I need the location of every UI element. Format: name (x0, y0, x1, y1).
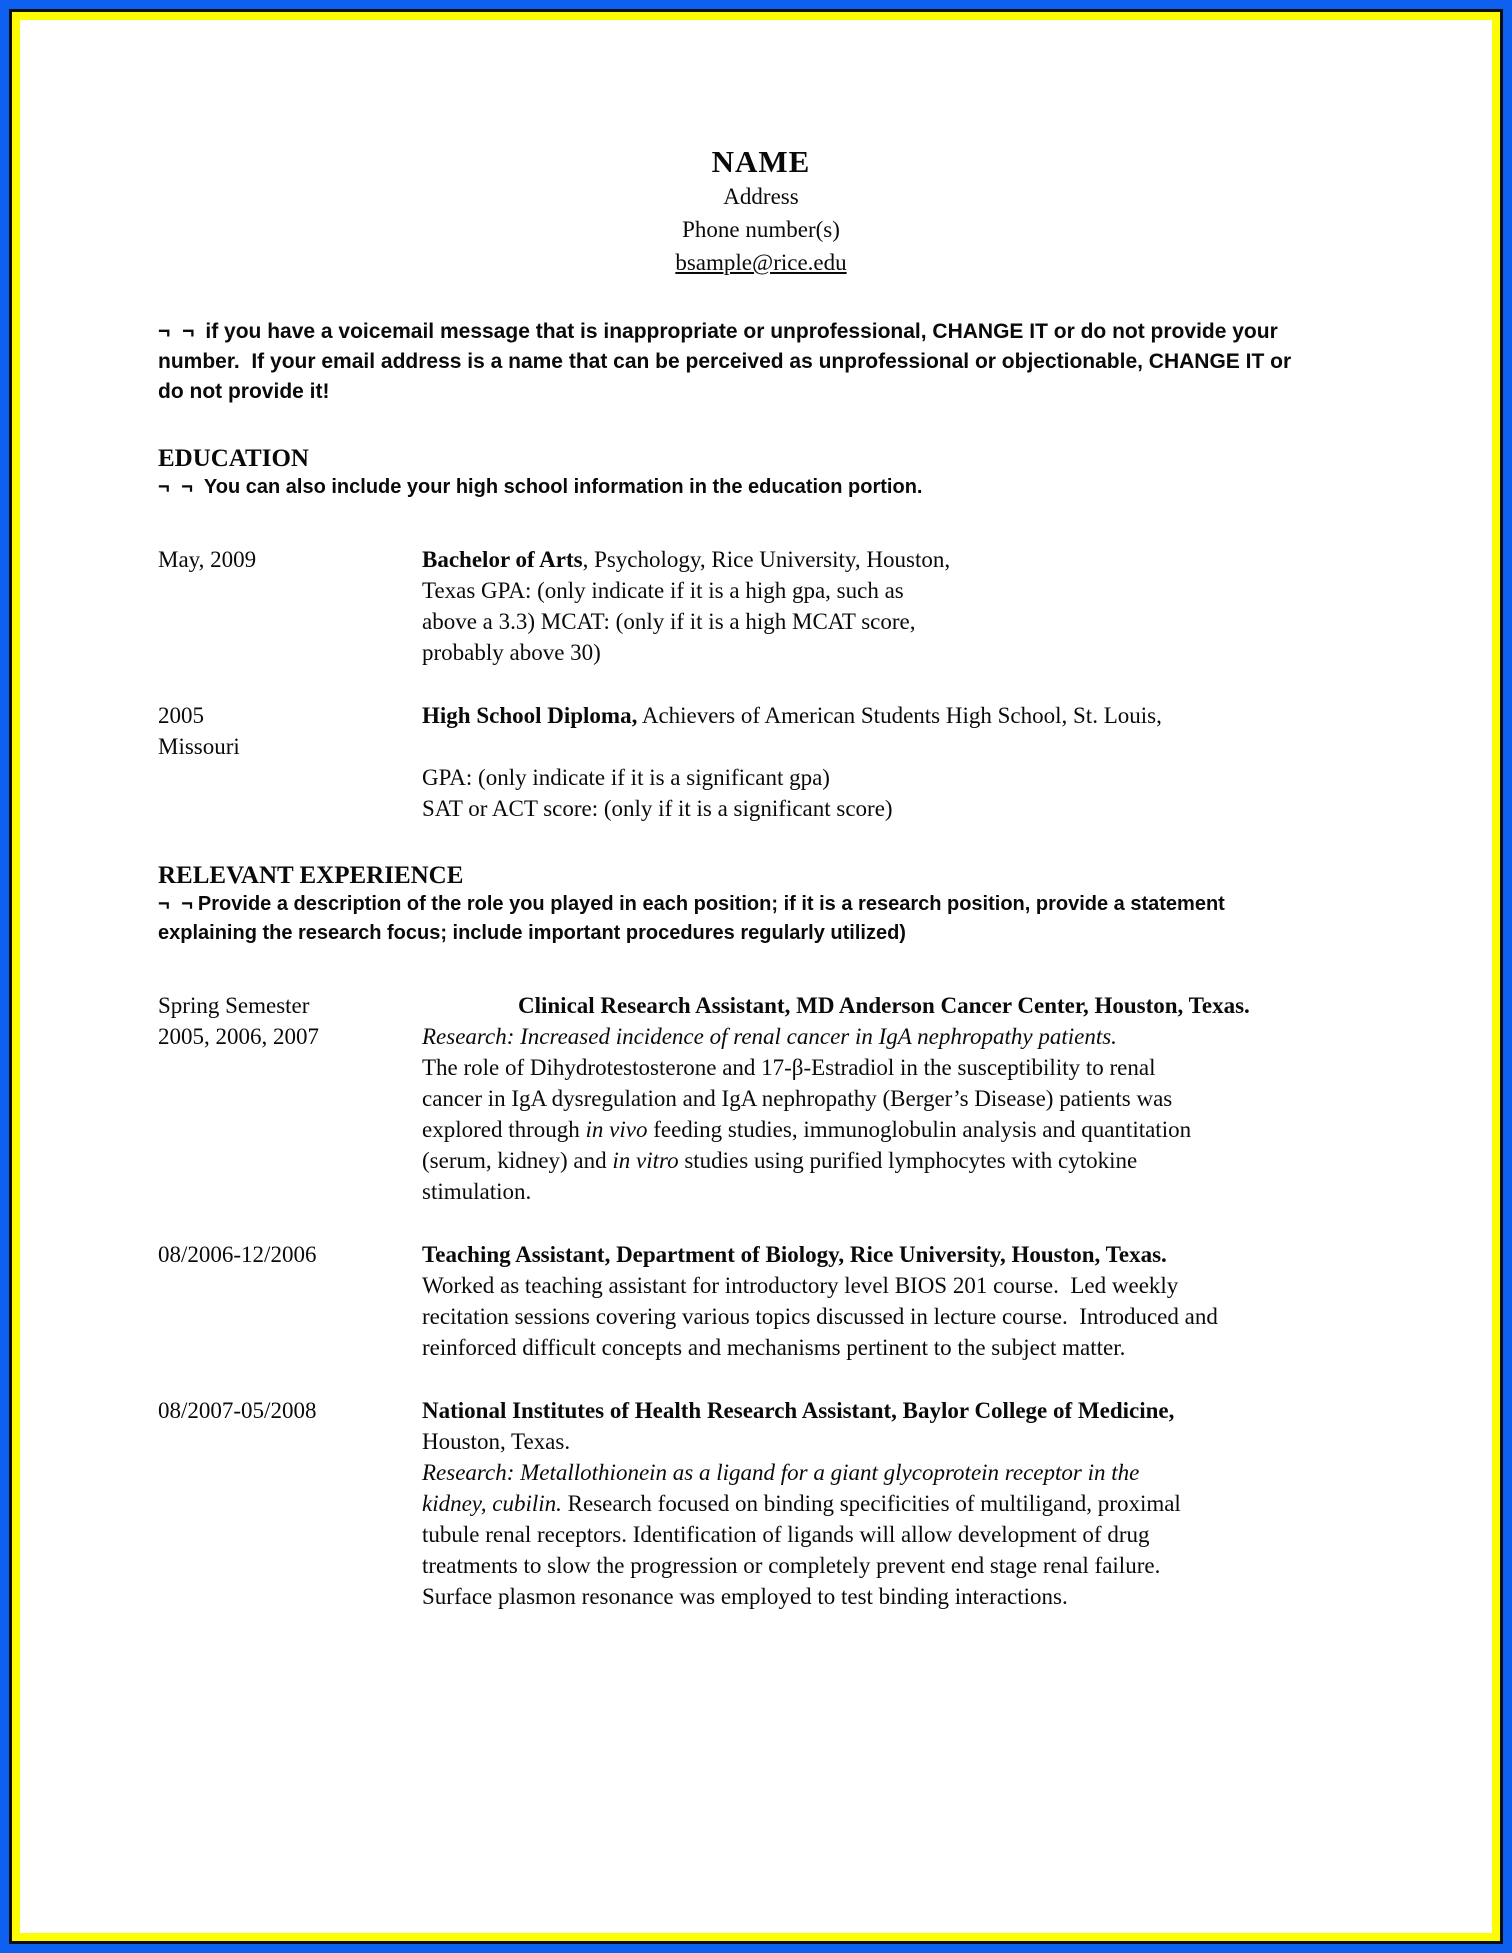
degree-title-rest: , Psychology, Rice University, Houston, (582, 547, 951, 572)
page-border-black (9, 9, 1503, 1944)
job-description-line: treatments to slow the progression or completely prevent end stage renal failure. (422, 1553, 1161, 1578)
education-entry-body (422, 700, 1364, 824)
experience-entry-body (422, 1395, 1364, 1612)
research-summary-continued: kidney, cubilin. (422, 1491, 562, 1516)
candidate-phone: Phone number(s) (682, 217, 840, 242)
experience-heading: RELEVANT EXPERIENCE (158, 862, 464, 889)
candidate-name: NAME (711, 144, 811, 179)
experience-entry-clinical-research (158, 990, 1364, 1207)
job-description-line: reinforced difficult concepts and mechanisms pertinent to the subject matter. (422, 1335, 1126, 1360)
experience-entry-date (158, 1239, 422, 1363)
page-border-yellow (12, 12, 1500, 1941)
latin-term: in vivo (585, 1117, 648, 1142)
date-text: Spring Semester (158, 993, 310, 1018)
experience-entry-date (158, 990, 422, 1207)
experience-entry-nih-research (158, 1395, 1364, 1612)
degree-title-line (422, 544, 1364, 575)
job-description-line: (serum, kidney) and in vitro studies using purified lymphocytes with cytokine (422, 1148, 1138, 1173)
date-text: May, 2009 (158, 547, 257, 572)
degree-detail-line: Texas GPA: (only indicate if it is a high gpa, such as (422, 578, 904, 603)
experience-note (158, 890, 1364, 948)
degree-title-rest: Achievers of American Students High School, St. Louis, (637, 703, 1162, 728)
date-text: 2005 (158, 703, 204, 728)
experience-entry-body (422, 1239, 1364, 1363)
job-description-line: cancer in IgA dysregulation and IgA nephropathy (Berger’s Disease) patients was (422, 1086, 1173, 1111)
research-summary: Research: Metallothionein as a ligand for a giant glycoprotein receptor in the (422, 1460, 1140, 1485)
education-entries (158, 544, 1364, 824)
voicemail-advisory-note (158, 317, 1364, 407)
degree-detail-line: SAT or ACT score: (only if it is a significant score) (422, 796, 893, 821)
advisory-line-2: number. If your email address is a name that can be perceived as unprofessional or objectionable, CHANGE IT or (158, 350, 1292, 373)
education-note-marker: ¬ ¬ (158, 476, 196, 498)
experience-note-line-2: explaining the research focus; include important procedures regularly utilized) (158, 922, 906, 944)
experience-entries (158, 990, 1364, 1612)
date-text: 08/2006-12/2006 (158, 1242, 317, 1267)
education-entry-date (158, 544, 422, 668)
job-title: Teaching Assistant, Department of Biology, Rice University, Houston, Texas. (422, 1242, 1167, 1267)
degree-title: High School Diploma, (422, 703, 638, 728)
job-description-line: explored through in vivo feeding studies, immunoglobulin analysis and quantitation (422, 1117, 1192, 1142)
degree-detail-line: probably above 30) (422, 640, 601, 665)
experience-entry-teaching-assistant (158, 1239, 1364, 1363)
education-note (158, 473, 1364, 502)
education-note-text: You can also include your high school information in the education portion. (203, 476, 923, 498)
advisory-line-3: do not provide it! (158, 380, 330, 403)
degree-detail-line: above a 3.3) MCAT: (only if it is a high MCAT score, (422, 609, 916, 634)
resume-content (20, 20, 1492, 1933)
candidate-address: Address (723, 184, 799, 209)
education-heading: EDUCATION (158, 445, 309, 472)
degree-detail-line: GPA: (only indicate if it is a significant gpa) (422, 765, 830, 790)
job-description-line: kidney, cubilin. Research focused on binding specificities of multiligand, proximal (422, 1491, 1181, 1516)
education-section (158, 445, 1364, 824)
experience-section (158, 862, 1364, 1612)
education-entry-body (422, 544, 1364, 668)
degree-title-line (422, 700, 1364, 731)
date-location: Missouri (158, 734, 240, 759)
advisory-line-1: if you have a voicemail message that is inappropriate or unprofessional, CHANGE IT or do not provide your (205, 320, 1278, 343)
education-entry-bachelor (158, 544, 1364, 668)
latin-term: in vitro (612, 1148, 679, 1173)
experience-entry-date (158, 1395, 422, 1612)
date-text: 08/2007-05/2008 (158, 1398, 317, 1423)
job-description-line: tubule renal receptors. Identification of ligands will allow development of drug (422, 1522, 1150, 1547)
job-title-line-2: Houston, Texas. (422, 1429, 571, 1454)
job-description-line: The role of Dihydrotestosterone and 17-β-Estradiol in the susceptibility to renal (422, 1055, 1156, 1080)
experience-note-line-1: Provide a description of the role you played in each position; if it is a research position, provide a statement (197, 893, 1225, 915)
job-title: National Institutes of Health Research Assistant, Baylor College of Medicine, (422, 1398, 1175, 1423)
job-description-line: Worked as teaching assistant for introductory level BIOS 201 course. Led weekly (422, 1273, 1179, 1298)
job-description-line: stimulation. (422, 1179, 532, 1204)
education-entry-highschool (158, 700, 1364, 824)
job-description-line: Surface plasmon resonance was employed to test binding interactions. (422, 1584, 1068, 1609)
candidate-email-link[interactable]: bsample@rice.edu (675, 250, 847, 275)
resume-header (158, 144, 1364, 279)
date-text: 2005, 2006, 2007 (158, 1024, 319, 1049)
research-summary: Research: Increased incidence of renal cancer in IgA nephropathy patients. (422, 1024, 1117, 1049)
degree-title: Bachelor of Arts (422, 547, 583, 572)
candidate-email-row (158, 246, 1364, 279)
job-description-line: recitation sessions covering various topics discussed in lecture course. Introduced and (422, 1304, 1218, 1329)
education-entry-date (158, 700, 422, 824)
experience-note-marker: ¬ ¬ (158, 893, 196, 915)
advisory-marker: ¬ ¬ (158, 320, 198, 343)
experience-entry-body (422, 990, 1364, 1207)
job-title: Clinical Research Assistant, MD Anderson Cancer Center, Houston, Texas. (518, 993, 1250, 1018)
